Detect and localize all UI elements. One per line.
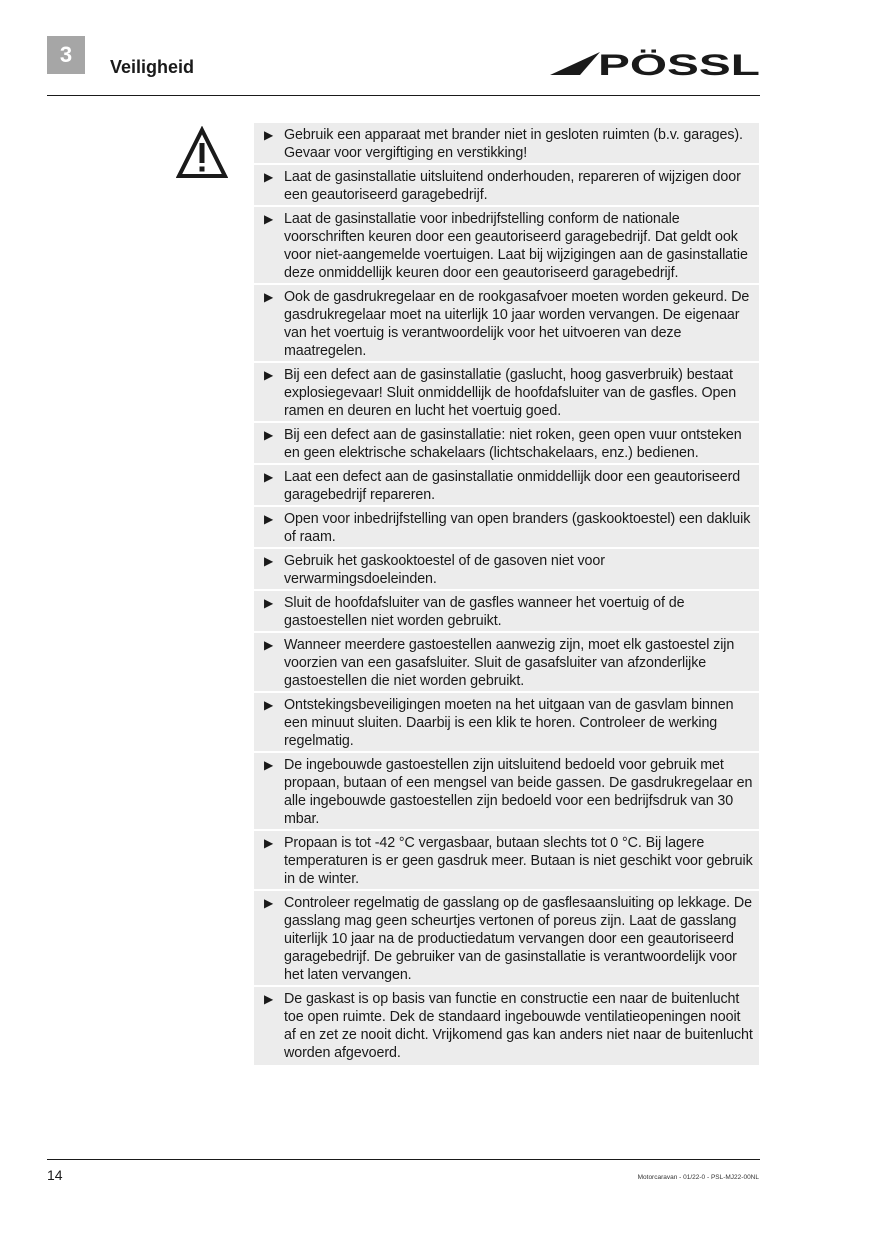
- safety-item-text: De gaskast is op basis van functie en constructie een naar de buitenlucht toe open ruimte. Dek de standaard ingebouwde ventilatieopeningen nooit af en zet ze nooit dicht. Vrijkomend gas kan anders niet naar de buitenlucht worden afgevoerd.: [284, 991, 753, 1061]
- safety-item: [254, 123, 759, 163]
- safety-item-text: Gebruik het gaskooktoestel of de gasoven niet voor verwarmingsdoeleinden.: [284, 553, 605, 587]
- safety-item-text: De ingebouwde gastoestellen zijn uitsluitend bedoeld voor gebruik met propaan, butaan of een mengsel van beide gassen. De gasdrukregelaar en alle ingebouwde gastoestellen zijn bedoeld voor een bedrijfsdruk van 30 mbar.: [284, 757, 753, 827]
- triangle-right-icon: ▶: [264, 992, 274, 1006]
- safety-item-text: Laat een defect aan de gasinstallatie onmiddellijk door een geautoriseerd garagebedrijf repareren.: [284, 469, 741, 503]
- document-reference: Motorcaravan - 01/22-0 - PSL-MJ22-00NL: [637, 1174, 759, 1181]
- triangle-right-icon: ▶: [264, 170, 274, 184]
- triangle-right-icon: ▶: [264, 596, 274, 610]
- triangle-right-icon: ▶: [264, 212, 274, 226]
- triangle-right-icon: ▶: [264, 428, 274, 442]
- safety-item-text: Wanneer meerdere gastoestellen aanwezig zijn, moet elk gastoestel zijn voorzien van een gasafsluiter. Sluit de gasafsluiter van afzonderlijke gastoestellen die niet worden gebruikt.: [284, 637, 735, 689]
- safety-item-text: Ontstekingsbeveiligingen moeten na het uitgaan van de gasvlam binnen een minuut sluiten. Daarbij is een klik te horen. Controleer de werking regelmatig.: [284, 697, 734, 749]
- safety-item-text: Ook de gasdrukregelaar en de rookgasafvoer moeten worden gekeurd. De gasdrukregelaar moet na uiterlijk 10 jaar worden vervangen. De eigenaar van het voertuig is verantwoordelijk voor het uitvoeren van deze maatregelen.: [284, 289, 750, 359]
- page-number: 14: [47, 1167, 63, 1183]
- safety-item-text: Laat de gasinstallatie uitsluitend onderhouden, repareren of wijzigen door een geautoriseerd garagebedrijf.: [284, 169, 741, 203]
- safety-item-text: Open voor inbedrijfstelling van open branders (gaskooktoestel) een dakluik of raam.: [284, 511, 751, 545]
- safety-item: [254, 633, 759, 691]
- triangle-right-icon: ▶: [264, 554, 274, 568]
- safety-item-text: Controleer regelmatig de gasslang op de gasflesaansluiting op lekkage. De gasslang mag geen scheurtjes vertonen of poreus zijn. Laat de gasslang uiterlijk 10 jaar na de productiedatum vervangen door een geautoriseerd garagebedrijf. De gebruiker van de gasinstallatie is verantwoordelijk voor het laten vervangen.: [284, 895, 752, 983]
- footer-divider: [47, 1159, 760, 1160]
- safety-item-text: Propaan is tot -42 °C vergasbaar, butaan slechts tot 0 °C. Bij lagere temperaturen is er geen gasdruk meer. Butaan is niet geschikt voor gebruik in de winter.: [284, 835, 753, 887]
- triangle-right-icon: ▶: [264, 698, 274, 712]
- safety-item: [254, 165, 759, 205]
- safety-item: [254, 549, 759, 589]
- safety-item: [254, 831, 759, 889]
- triangle-right-icon: ▶: [264, 638, 274, 652]
- safety-item: [254, 891, 759, 985]
- triangle-right-icon: ▶: [264, 512, 274, 526]
- triangle-right-icon: ▶: [264, 470, 274, 484]
- safety-item-text: Gebruik een apparaat met brander niet in gesloten ruimten (b.v. garages). Gevaar voor vergiftiging en verstikking!: [284, 127, 743, 161]
- triangle-right-icon: ▶: [264, 836, 274, 850]
- safety-item-text: Bij een defect aan de gasinstallatie: niet roken, geen open vuur ontsteken en geen elektrische schakelaars (lichtschakelaars, enz.) bedienen.: [284, 427, 742, 461]
- safety-item: [254, 591, 759, 631]
- gas-safety-list: [254, 123, 759, 1067]
- safety-item: [254, 693, 759, 751]
- safety-item: [254, 753, 759, 829]
- section-title: Veiligheid: [110, 57, 195, 77]
- safety-item-text: Bij een defect aan de gasinstallatie (gaslucht, hoog gasverbruik) bestaat explosiegevaar! Sluit onmiddellijk de hoofdafsluiter van de gasfles. Open ramen en deuren en lucht het voertuig goed.: [284, 367, 737, 419]
- warning-triangle-icon: [176, 126, 228, 182]
- triangle-right-icon: ▶: [264, 368, 274, 382]
- possl-logo: [550, 44, 762, 78]
- header-divider: [47, 95, 760, 96]
- safety-item-text: Sluit de hoofdafsluiter van de gasfles wanneer het voertuig of de gastoestellen niet worden gebruikt.: [284, 595, 685, 629]
- brand-name: PÖSSL: [598, 49, 760, 78]
- safety-item: [254, 987, 759, 1065]
- safety-item: [254, 285, 759, 361]
- safety-item: [254, 363, 759, 421]
- safety-item: [254, 207, 759, 283]
- triangle-right-icon: ▶: [264, 290, 274, 304]
- safety-item-text: Laat de gasinstallatie voor inbedrijfstelling conform de nationale voorschriften keuren door een geautoriseerd garagebedrijf. Dat geldt ook voor niet-aangemelde voertuigen. Laat bij wijzigingen aan de gasinstallatie deze onmiddellijk keuren door een geautoriseerd garagebedrijf.: [284, 211, 748, 281]
- triangle-right-icon: ▶: [264, 128, 274, 142]
- triangle-right-icon: ▶: [264, 896, 274, 910]
- safety-item: [254, 507, 759, 547]
- safety-item: [254, 465, 759, 505]
- triangle-right-icon: ▶: [264, 758, 274, 772]
- safety-item: [254, 423, 759, 463]
- chapter-number-badge: 3: [47, 36, 85, 74]
